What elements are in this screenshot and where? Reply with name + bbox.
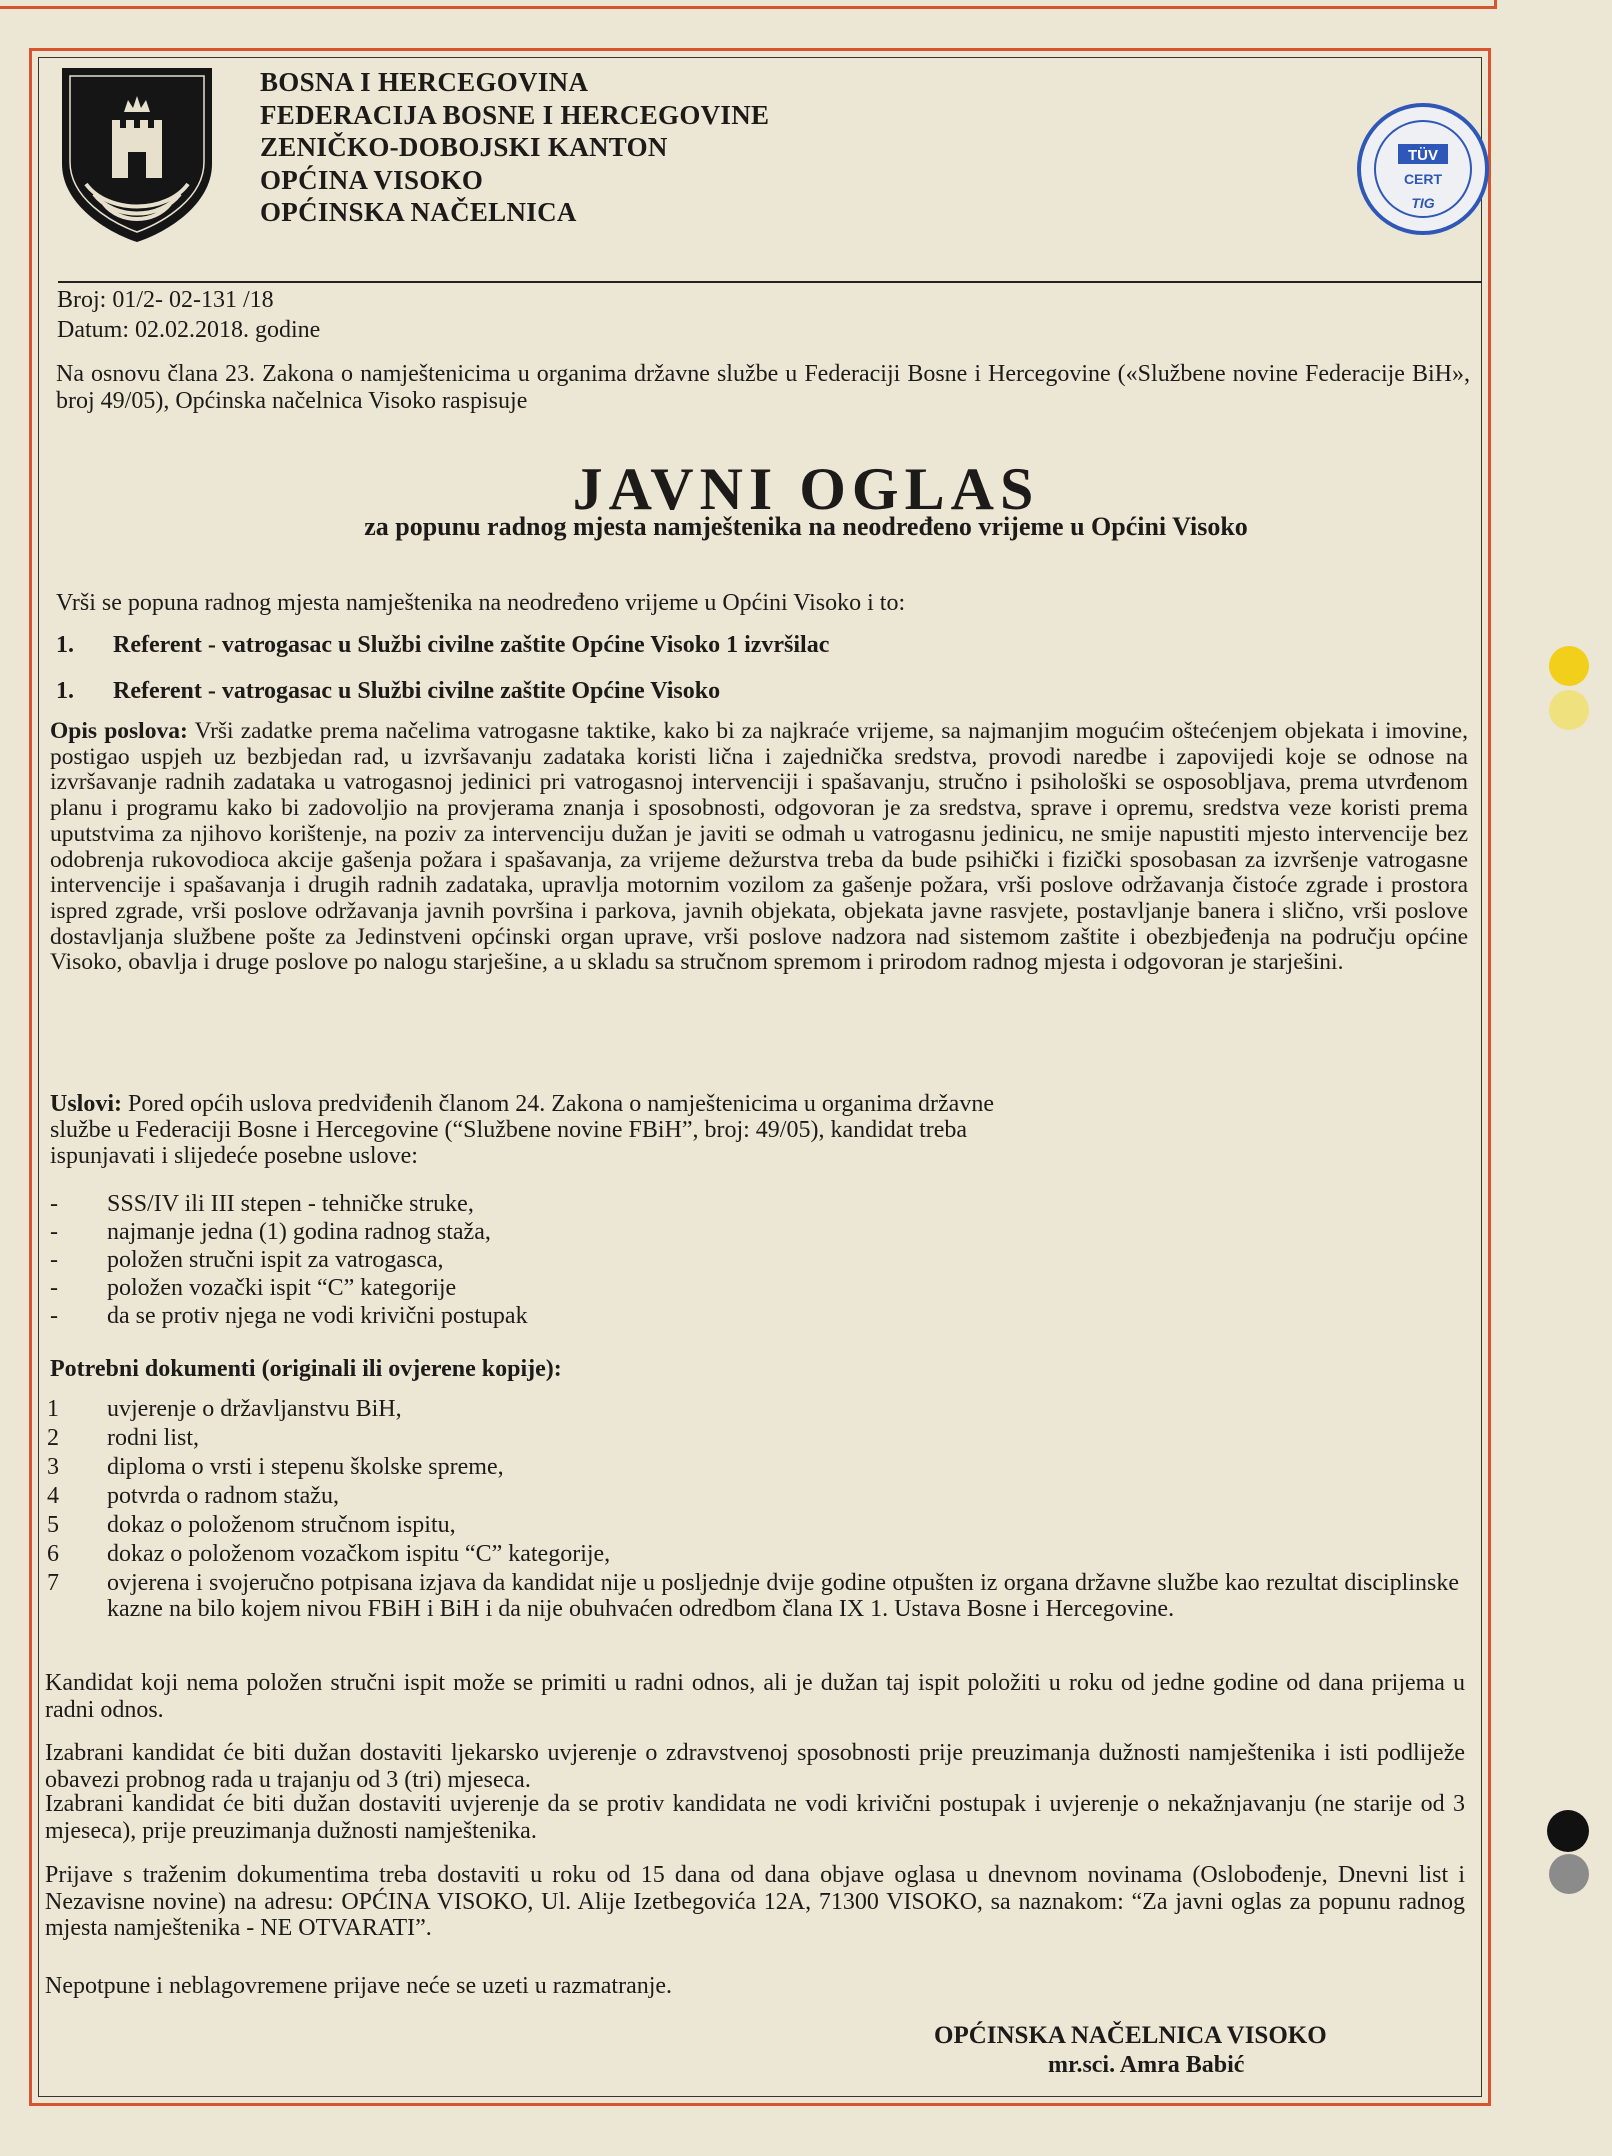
conditions-intro	[50, 1091, 994, 1169]
position-title: Referent - vatrogasac u Službi civilne zaštite Općine Visoko	[113, 678, 721, 704]
header-line: OPĆINSKA NAČELNICA	[260, 197, 577, 227]
documents-heading: Potrebni dokumenti (originali ili ovjerene kopije):	[50, 1356, 562, 1382]
notice-subtitle: za popunu radnog mjesta namještenika na neodređeno vrijeme u Općini Visoko	[364, 512, 1248, 541]
condition-item: da se protiv njega ne vodi krivični postupak	[107, 1303, 528, 1329]
job-description-label: Opis poslova:	[50, 718, 188, 744]
position-number: 1.	[56, 632, 74, 658]
legal-basis-paragraph: Na osnovu člana 23. Zakona o namještenicima u organima državne službe u Federaciji Bosne i Hercegovine («Službene novine Federacije BiH», broj 49/05), Općinska načelnica Visoko raspisuje	[56, 361, 1470, 414]
medical-note: Izabrani kandidat će biti dužan dostaviti ljekarsko uvjerenje o zdravstvenoj sposobnosti prije preuzimanja dužnosti namještenika i isti podliježe obavezi probnog rada u trajanju od 3 (tri) mjeseca.	[45, 1740, 1465, 1793]
header-line: FEDERACIJA BOSNE I HERCEGOVINE	[260, 99, 770, 130]
exam-note: Kandidat koji nema položen stručni ispit može se primiti u radni odnos, ali je dužan taj ispit položiti u roku od jedne godine od dana prijema u radni odnos.	[45, 1670, 1465, 1723]
tuv-certification-seal-icon	[1354, 100, 1492, 238]
condition-item: najmanje jedna (1) godina radnog staža,	[107, 1219, 491, 1245]
document-item: rodni list,	[107, 1425, 200, 1451]
document-number: 2	[47, 1425, 59, 1451]
seal-cert-text: CERT	[1403, 171, 1443, 187]
conditions-line: ispunjavati i slijedeće posebne uslove:	[50, 1143, 418, 1169]
signature-name: mr.sci. Amra Babić	[1048, 2052, 1245, 2078]
condition-item: SSS/IV ili III stepen - tehničke struke,	[107, 1191, 474, 1217]
pale-yellow-registration-mark	[1549, 690, 1589, 730]
document-number: 4	[47, 1483, 59, 1509]
position-title: Referent - vatrogasac u Službi civilne zaštite Općine Visoko 1 izvršilac	[113, 632, 830, 658]
document-number: 3	[47, 1454, 59, 1480]
job-description	[50, 719, 1468, 976]
conditions-line: Pored općih uslova predviđenih članom 24. Zakona o namještenicima u organima državne	[122, 1091, 994, 1117]
position-number: 1.	[56, 678, 74, 704]
header-divider	[58, 281, 1482, 283]
header-line: BOSNA I HERCEGOVINA	[260, 67, 589, 97]
conditions-label: Uslovi:	[50, 1091, 122, 1117]
application-instructions: Prijave s traženim dokumentima treba dostaviti u roku od 15 dana od dana objave oglasa u dnevnom novinama (Oslobođenje, Dnevni list i Nezavisne novine) na adresu: OPĆINA VISOKO, Ul. Alije Izetbegovića 12A, 71300 VISOKO, sa naznakom: “Za javni oglas za popunu radnog mjesta namještenika - NE OTVARATI”.	[45, 1862, 1465, 1941]
lead-sentence: Vrši se popuna radnog mjesta namještenika na neodređeno vrijeme u Općini Visoko i to:	[56, 590, 906, 616]
notice-title: JAVNI OGLAS	[572, 456, 1040, 522]
yellow-registration-mark	[1549, 646, 1589, 686]
issue-date: Datum: 02.02.2018. godine	[57, 317, 321, 343]
issuer-header	[260, 66, 769, 229]
reference-number: Broj: 01/2- 02-131 /18	[57, 287, 274, 313]
seal-tuv-text: TÜV	[1408, 147, 1438, 164]
document-item: uvjerenje o državljanstvu BiH,	[107, 1396, 402, 1422]
header-line: OPĆINA VISOKO	[260, 164, 484, 195]
document-item: dokaz o položenom vozačkom ispitu “C” kategorije,	[107, 1541, 611, 1567]
document-item: ovjerena i svojeručno potpisana izjava da kandidat nije u posljednje dvije godine otpušten iz organa državne službe kao rezultat disciplinske kazne na bilo kojem nivou FBiH i BiH i da nije obuhvaćen odredbom člana IX 1. Ustava Bosne i Hercegovine.	[107, 1570, 1459, 1622]
gray-registration-mark	[1549, 1854, 1589, 1894]
job-description-text: Vrši zadatke prema načelima vatrogasne taktike, kako bi za najkraće vrijeme, sa najmanjim mogućim oštećenjem objekata i imovine, postigao uspjeh uz bezbjedan rad, u izvršavanju zadataka koristi lična i zajednička sredstva, provodi naredbe i zapovijedi koje se odnose na izvršavanje radnih zadataka u vatrogasnoj jedinici pri vatrogasnoj intervenciji i spašavanju, stručno i psihološki se osposobljava, prema utvrđenom planu i programu kako bi zadovoljio na provjerama znanja i sposobnosti, odgovoran je za sredstva, sprave i opremu, sredstva veze koristi prema uputstvima za njihovo korištenje, na poziv za intervenciju dužan je javiti se odmah u vatrogasnu jedinicu, ne smije napustiti mjesto intervencije bez odobrenja rukovodioca akcije gašenja požara i spašavanja, za vrijeme dežurstva treba da bude psihički i fizički sposobasan za izvršenje vatrogasne intervencije i spašavanja i drugih radnih zadataka, upravlja motornim vozilom za gašenje požara, vrši poslove održavanja čistoće zgrade i prostora ispred zgrade, vrši poslove održavanja javnih površina i parkova, javnih objekata, objekata javne rasvjete, postavljanje banera i slično, vrši poslove dostavljanja službene pošte za Jedinstveni općinski organ uprave, vrši poslove nadzora nad sistemom zaštite i obezbjeđenja na području općine Visoko, obavlja i druge poslove po nalogu starješine, a u skladu sa stručnom spremom i prirodom radnog mjesta i odgovoran je starješini.	[50, 718, 1468, 976]
criminal-record-note: Izabrani kandidat će biti dužan dostaviti uvjerenje da se protiv kandidata ne vodi krivični postupak i uvjerenje o nekažnjavanju (ne starije od 3 mjeseca), prije preuzimanja dužnosti namještenika.	[45, 1791, 1465, 1844]
document-number: 1	[47, 1396, 59, 1422]
coat-of-arms-icon	[58, 64, 216, 246]
header-line: ZENIČKO-DOBOJSKI KANTON	[260, 132, 668, 162]
document-item: dokaz o položenom stručnom ispitu,	[107, 1512, 456, 1538]
seal-tig-text: TIG	[1411, 195, 1435, 211]
condition-item: položen vozački ispit “C” kategorije	[107, 1275, 457, 1301]
closing-note: Nepotpune i neblagovremene prijave neće se uzeti u razmatranje.	[45, 1973, 673, 1999]
document-number: 5	[47, 1512, 59, 1538]
document-number: 6	[47, 1541, 59, 1567]
conditions-line: službe u Federaciji Bosne i Hercegovine (“Službene novine FBiH”, broj: 49/05), kandidat treba	[50, 1117, 968, 1143]
document-item: potvrda o radnom stažu,	[107, 1483, 339, 1509]
page-edge-frame	[0, 0, 1497, 9]
document-item: diploma o vrsti i stepenu školske spreme,	[107, 1454, 504, 1480]
document-number: 7	[47, 1570, 59, 1596]
condition-item: položen stručni ispit za vatrogasca,	[107, 1247, 444, 1273]
signature-office: OPĆINSKA NAČELNICA VISOKO	[934, 2022, 1327, 2049]
black-registration-mark	[1547, 1810, 1589, 1852]
